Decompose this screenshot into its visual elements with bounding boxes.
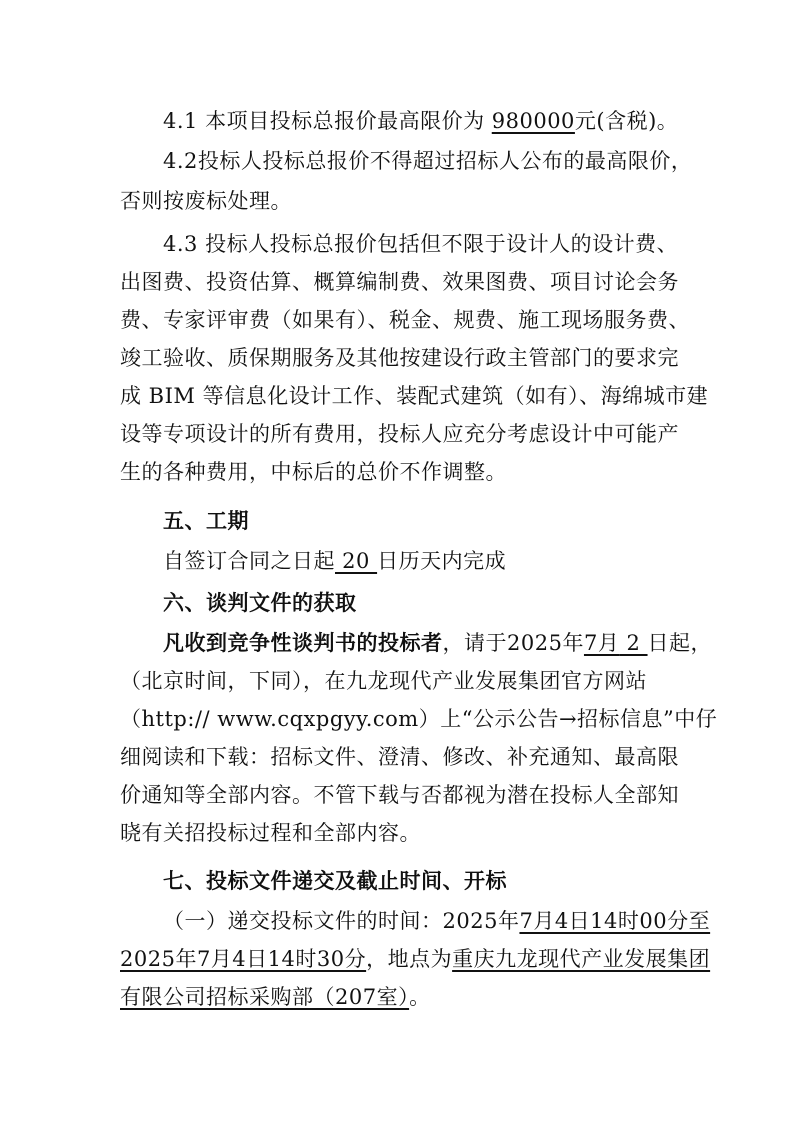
- section-6-line-3: （http:// www.cqxpgyy.com）上“公示公告→招标信息”中仔: [120, 707, 718, 731]
- section-6-line-1: [163, 628, 712, 658]
- section-6-line-4: 细阅读和下载：招标文件、澄清、修改、补充通知、最高限: [120, 745, 679, 769]
- clause-4-3-line-4: 竣工验收、质保期服务及其他按建设行政主管部门的要求完: [120, 346, 679, 370]
- section-7-line-1: [163, 906, 710, 936]
- clause-4-3-line-2: 出图费、投资估算、概算编制费、效果图费、项目讨论会务: [120, 270, 679, 294]
- clause-4-3-line-3: 费、专家评审费（如果有）、税金、规费、施工现场服务费、: [120, 308, 690, 332]
- location-name-1: 重庆九龙现代产业发展集团: [452, 947, 711, 971]
- location-prefix: ，地点为: [366, 947, 453, 971]
- clause-4-2-line-2: 否则按废标处理。: [120, 189, 292, 213]
- duration-days: 20: [335, 549, 378, 573]
- section-6-line-2: （北京时间，下同），在九龙现代产业发展集团官方网站: [120, 669, 647, 693]
- section-7-line-3-end: 。: [409, 985, 431, 1009]
- section-7-heading: 七、投标文件递交及截止时间、开标: [163, 869, 507, 893]
- section-5-heading: 五、工期: [163, 509, 249, 533]
- submission-start-time: 7月4日14时00分至: [519, 909, 711, 933]
- clause-4-2-line-1: 4.2投标人投标总报价不得超过招标人公布的最高限价，: [163, 149, 693, 173]
- section-7-line-2: [120, 944, 710, 974]
- start-day: 2: [619, 631, 648, 655]
- duration-line: [163, 546, 506, 576]
- clause-4-3-line-5: 成 BIM 等信息化设计工作、装配式建筑（如有）、海绵城市建: [120, 384, 709, 408]
- section-6-heading: 六、谈判文件的获取: [163, 591, 357, 615]
- clause-4-3-line-7: 生的各种费用，中标后的总价不作调整。: [120, 460, 507, 484]
- location-name-2: 有限公司招标采购部（207室）: [120, 985, 410, 1009]
- section-6-line-1-end: 日起，: [647, 631, 713, 655]
- section-6-line-6: 晓有关招投标过程和全部内容。: [120, 821, 421, 845]
- clause-4-1-prefix: 4.1 本项目投标总报价最高限价为: [163, 109, 492, 133]
- duration-suffix: 日历天内完成: [377, 549, 507, 573]
- clause-4-3-line-6: 设等专项设计的所有费用，投标人应充分考虑设计中可能产: [120, 422, 679, 446]
- submission-end-time: 2025年7月4日14时30分: [120, 947, 367, 971]
- clause-4-1-suffix: 元(含税)。: [574, 109, 679, 133]
- clause-4-1: [163, 106, 678, 136]
- clause-4-3-line-1: 4.3 投标人投标总报价包括但不限于设计人的设计费、: [163, 232, 679, 256]
- bidder-phrase: 凡收到竞争性谈判书的投标者: [163, 631, 443, 655]
- section-7-line-3: [120, 982, 431, 1012]
- max-price-amount: 980000: [491, 109, 575, 133]
- submission-time-prefix: （一）递交投标文件的时间：2025年: [163, 909, 520, 933]
- duration-prefix: 自签订合同之日起: [163, 549, 335, 573]
- start-month: 7月: [583, 631, 620, 655]
- section-6-line-1-mid: ，请于2025年: [442, 631, 584, 655]
- section-6-line-5: 价通知等全部内容。不管下载与否都视为潜在投标人全部知: [120, 783, 679, 807]
